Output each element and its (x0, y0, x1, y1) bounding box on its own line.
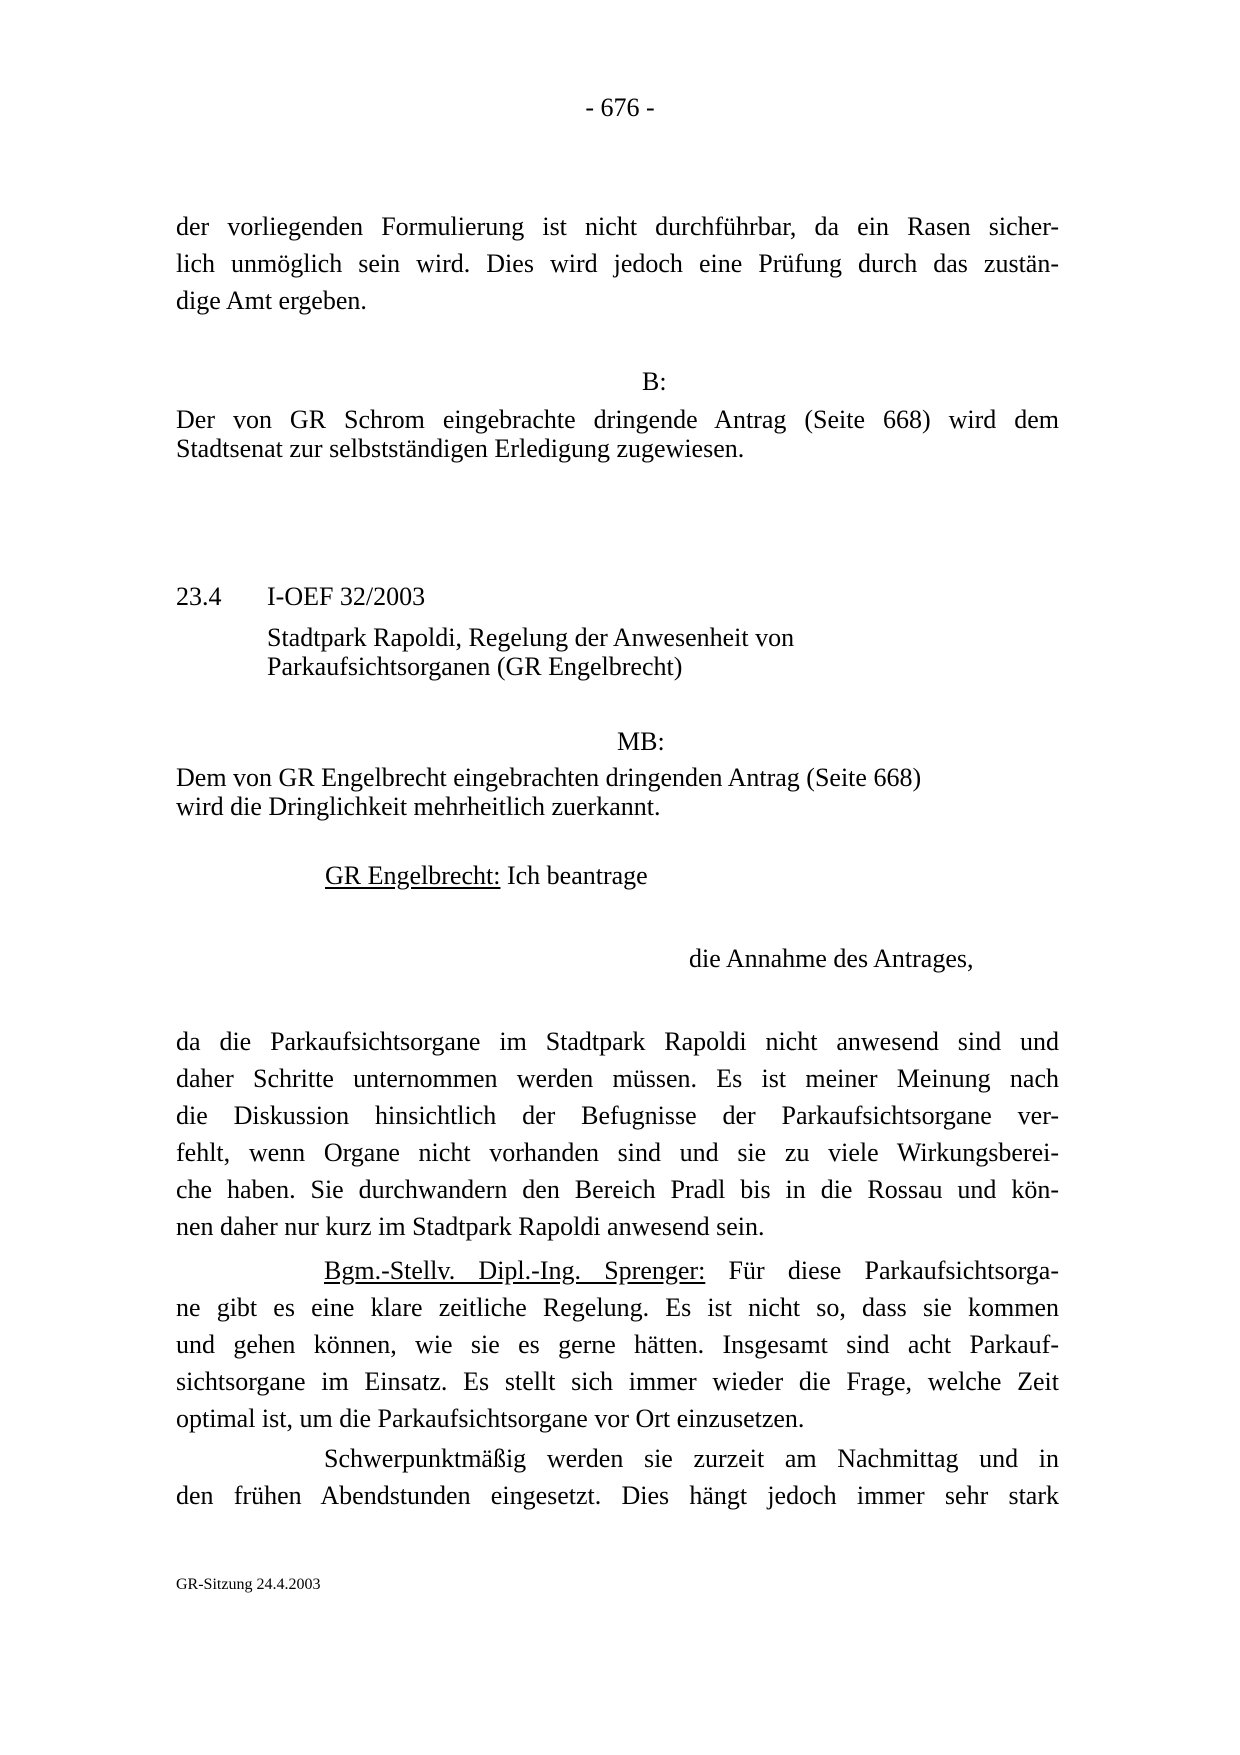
text-line: Parkaufsichtsorganen (GR Engelbrecht) (267, 652, 683, 681)
footer: GR-Sitzung 24.4.2003 (176, 1576, 321, 1593)
text-line: sichtsorgane im Einsatz. Es stellt sich immer wieder die Frage, welche Zeit (176, 1367, 1059, 1396)
text-line: Stadtsenat zur selbstständigen Erledigung zugewiesen. (176, 434, 745, 463)
section-mb-text (176, 763, 1016, 821)
text-line: der vorliegenden Formulierung ist nicht durchführbar, da ein Rasen sicher- (176, 212, 1059, 241)
paragraph-reply (176, 1252, 1059, 1437)
item-reference: I-OEF 32/2003 (267, 582, 426, 611)
text-line: wird die Dringlichkeit mehrheitlich zuerkannt. (176, 792, 661, 821)
section-mb-label: MB: (617, 727, 665, 756)
paragraph-last (176, 1440, 1059, 1514)
text-line: nen daher nur kurz im Stadtpark Rapoldi anwesend sein. (176, 1212, 765, 1241)
text-line: und gehen können, wie sie es gerne hätten. Insgesamt sind acht Parkauf- (176, 1330, 1059, 1359)
text-line: daher Schritte unternommen werden müssen. Es ist meiner Meinung nach (176, 1064, 1059, 1093)
text-line: Dem von GR Engelbrecht eingebrachten dringenden Antrag (Seite 668) (176, 763, 922, 792)
text-line: che haben. Sie durchwandern den Bereich Pradl bis in die Rossau und kön- (176, 1175, 1059, 1204)
text-line: optimal ist, um die Parkaufsichtsorgane vor Ort einzusetzen. (176, 1404, 805, 1433)
text-line (176, 1252, 1059, 1289)
text-line: ne gibt es eine klare zeitliche Regelung. Es ist nicht so, dass sie kommen (176, 1293, 1059, 1322)
text-line: den frühen Abendstunden eingesetzt. Dies hängt jedoch immer sehr stark (176, 1481, 1059, 1510)
page-number: - 676 - (585, 93, 655, 122)
motion-text: Ich beantrage (500, 861, 648, 890)
text-line: die Diskussion hinsichtlich der Befugnisse der Parkaufsichtsorgane ver- (176, 1101, 1059, 1130)
reply-first-line: Für diese Parkaufsichtsorga- (705, 1256, 1059, 1285)
text-line: lich unmöglich sein wird. Dies wird jedoch eine Prüfung durch das zustän- (176, 249, 1059, 278)
text-line (176, 1440, 1059, 1477)
item-title (267, 623, 967, 681)
section-b-text (176, 405, 1059, 463)
paragraph-top (176, 208, 1059, 319)
text-line: fehlt, wenn Organe nicht vorhanden sind und sie zu viele Wirkungsberei- (176, 1138, 1059, 1167)
text-line: Stadtpark Rapoldi, Regelung der Anwesenheit von (267, 623, 795, 652)
speaker-name: Bgm.-Stellv. Dipl.-Ing. Sprenger: (324, 1256, 706, 1285)
item-number: 23.4 (176, 582, 222, 611)
motion-line (325, 857, 648, 894)
text-line: dige Amt ergeben. (176, 286, 367, 315)
section-b-label: B: (642, 367, 667, 396)
text-line-content: Schwerpunktmäßig werden sie zurzeit am Nachmittag und in (324, 1444, 1059, 1473)
paragraph-reason (176, 1023, 1059, 1245)
text-line: da die Parkaufsichtsorgane im Stadtpark Rapoldi nicht anwesend sind und (176, 1027, 1059, 1056)
motion-request: die Annahme des Antrages, (689, 944, 974, 973)
text-line: Der von GR Schrom eingebrachte dringende Antrag (Seite 668) wird dem (176, 405, 1059, 434)
speaker-name: GR Engelbrecht: (325, 861, 501, 890)
